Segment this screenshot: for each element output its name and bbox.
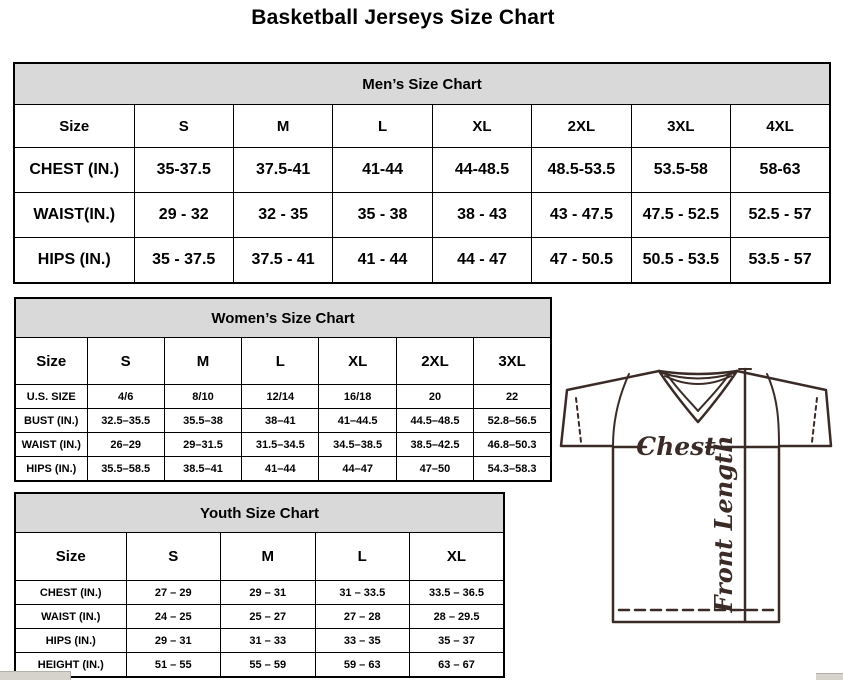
sleeve-seam <box>613 374 629 446</box>
size-value: 41–44.5 <box>319 409 396 433</box>
size-value: 52.8–56.5 <box>474 409 551 433</box>
collar-top-line <box>659 371 737 374</box>
size-value: 38.5–42.5 <box>396 433 473 457</box>
size-value: 31 – 33.5 <box>315 581 410 605</box>
size-value: 20 <box>396 385 473 409</box>
size-value: 46.8–50.3 <box>474 433 551 457</box>
size-value: 41–44 <box>242 457 319 482</box>
size-value: 35.5–58.5 <box>87 457 164 482</box>
column-header: Size <box>15 533 126 581</box>
size-value: 37.5 - 41 <box>233 238 332 284</box>
size-value: 41 - 44 <box>333 238 432 284</box>
youth-size-table <box>14 492 505 678</box>
row-label: WAIST(IN.) <box>14 193 134 238</box>
size-value: 55 – 59 <box>221 653 316 678</box>
row-label: U.S. SIZE <box>15 385 87 409</box>
size-value: 32 - 35 <box>233 193 332 238</box>
page-title: Basketball Jerseys Size Chart <box>251 6 555 29</box>
size-value: 35 – 37 <box>410 629 505 653</box>
size-value: 41-44 <box>333 148 432 193</box>
size-value: 43 - 47.5 <box>532 193 631 238</box>
size-value: 44-48.5 <box>432 148 531 193</box>
size-value: 59 – 63 <box>315 653 410 678</box>
size-value: 25 – 27 <box>221 605 316 629</box>
size-value: 27 – 29 <box>126 581 221 605</box>
size-value: 37.5-41 <box>233 148 332 193</box>
column-header: 2XL <box>396 338 473 385</box>
column-header: M <box>164 338 241 385</box>
size-value: 31 – 33 <box>221 629 316 653</box>
row-label: WAIST (IN.) <box>15 433 87 457</box>
column-header: 4XL <box>731 105 830 148</box>
row-label: HIPS (IN.) <box>14 238 134 284</box>
column-header: Size <box>15 338 87 385</box>
sleeve-cuff-dashed-line <box>812 398 817 442</box>
size-value: 47.5 - 52.5 <box>631 193 730 238</box>
column-header: 2XL <box>532 105 631 148</box>
size-value: 31.5–34.5 <box>242 433 319 457</box>
size-value: 38–41 <box>242 409 319 433</box>
size-value: 53.5 - 57 <box>731 238 830 284</box>
column-header: L <box>333 105 432 148</box>
column-header: 3XL <box>474 338 551 385</box>
size-value: 28 – 29.5 <box>410 605 505 629</box>
column-header: 3XL <box>631 105 730 148</box>
column-header: XL <box>319 338 396 385</box>
column-header: Size <box>14 105 134 148</box>
size-value: 26–29 <box>87 433 164 457</box>
size-value: 58-63 <box>731 148 830 193</box>
column-header: M <box>233 105 332 148</box>
column-header: S <box>126 533 221 581</box>
row-label: CHEST (IN.) <box>14 148 134 193</box>
size-value: 22 <box>474 385 551 409</box>
mens-size-table <box>13 62 831 284</box>
size-value: 44.5–48.5 <box>396 409 473 433</box>
row-label: BUST (IN.) <box>15 409 87 433</box>
column-header: XL <box>432 105 531 148</box>
size-value: 35 - 37.5 <box>134 238 233 284</box>
size-value: 50.5 - 53.5 <box>631 238 730 284</box>
size-value: 29 - 32 <box>134 193 233 238</box>
size-value: 16/18 <box>319 385 396 409</box>
sleeve-seam <box>767 374 779 446</box>
column-header: L <box>242 338 319 385</box>
youth-chart-title: Youth Size Chart <box>15 493 504 533</box>
column-header: S <box>87 338 164 385</box>
size-value: 47–50 <box>396 457 473 482</box>
row-label: CHEST (IN.) <box>15 581 126 605</box>
size-value: 51 – 55 <box>126 653 221 678</box>
front-length-label: Front Length <box>709 435 738 613</box>
womens-size-table <box>14 297 552 482</box>
mens-chart-title: Men’s Size Chart <box>14 63 830 105</box>
column-header: M <box>221 533 316 581</box>
size-value: 44 - 47 <box>432 238 531 284</box>
row-label: HIPS (IN.) <box>15 629 126 653</box>
size-value: 35 - 38 <box>333 193 432 238</box>
size-value: 12/14 <box>242 385 319 409</box>
size-value: 38 - 43 <box>432 193 531 238</box>
jersey-diagram <box>555 358 843 643</box>
column-header: L <box>315 533 410 581</box>
column-header: XL <box>410 533 505 581</box>
size-value: 33.5 – 36.5 <box>410 581 505 605</box>
row-label: WAIST (IN.) <box>15 605 126 629</box>
size-value: 63 – 67 <box>410 653 505 678</box>
chest-label: Chest <box>636 432 716 461</box>
size-value: 32.5–35.5 <box>87 409 164 433</box>
size-value: 33 – 35 <box>315 629 410 653</box>
row-label: HEIGHT (IN.) <box>15 653 126 678</box>
womens-chart-title: Women’s Size Chart <box>15 298 551 338</box>
size-value: 27 – 28 <box>315 605 410 629</box>
size-value: 35.5–38 <box>164 409 241 433</box>
size-value: 52.5 - 57 <box>731 193 830 238</box>
size-value: 24 – 25 <box>126 605 221 629</box>
size-value: 29 – 31 <box>221 581 316 605</box>
size-value: 44–47 <box>319 457 396 482</box>
size-value: 29 – 31 <box>126 629 221 653</box>
row-label: HIPS (IN.) <box>15 457 87 482</box>
size-value: 29–31.5 <box>164 433 241 457</box>
size-value: 53.5-58 <box>631 148 730 193</box>
size-value: 34.5–38.5 <box>319 433 396 457</box>
size-value: 54.3–58.3 <box>474 457 551 482</box>
size-value: 38.5–41 <box>164 457 241 482</box>
size-value: 48.5-53.5 <box>532 148 631 193</box>
sleeve-cuff-dashed-line <box>576 398 581 442</box>
size-value: 47 - 50.5 <box>532 238 631 284</box>
size-value: 8/10 <box>164 385 241 409</box>
column-header: S <box>134 105 233 148</box>
size-value: 4/6 <box>87 385 164 409</box>
size-value: 35-37.5 <box>134 148 233 193</box>
